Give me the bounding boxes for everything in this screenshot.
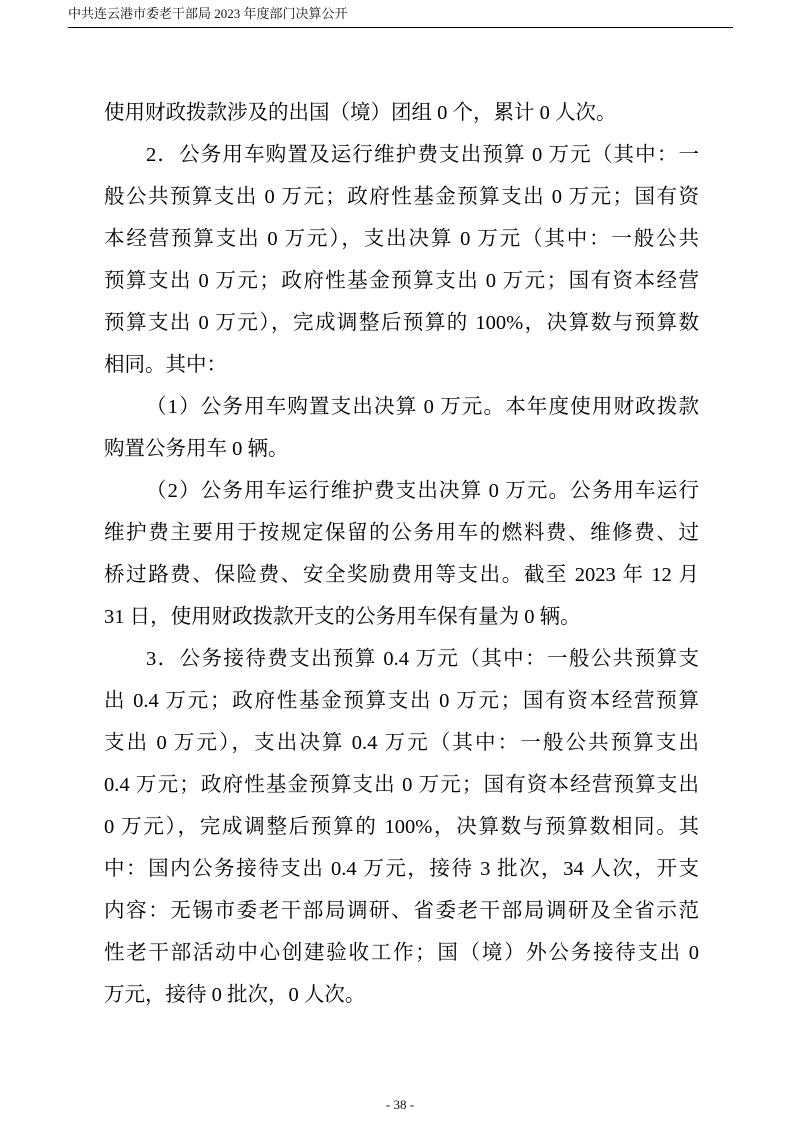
body-paragraph — [104, 638, 699, 1016]
body-line: 0 万元），完成调整后预算的 100%，决算数与预算数相同。其 — [104, 816, 699, 838]
body-line: 支出 0 万元），支出决算 0.4 万元（其中：一般公共预算支出 — [104, 732, 699, 754]
body-line: （2）公务用车运行维护费支出决算 0 万元。公务用车运行 — [146, 480, 699, 502]
body-line: 性老干部活动中心创建验收工作；国（境）外公务接待支出 0 — [104, 942, 699, 964]
body-line: 内容：无锡市委老干部局调研、省委老干部局调研及全省示范 — [104, 900, 699, 922]
body-line: 使用财政拨款涉及的出国（境）团组 0 个，累计 0 人次。 — [104, 102, 617, 124]
body-line: 中：国内公务接待支出 0.4 万元，接待 3 批次，34 人次，开支 — [104, 858, 699, 880]
body-line: （1）公务用车购置支出决算 0 万元。本年度使用财政拨款 — [146, 396, 699, 418]
body-paragraph — [104, 386, 699, 470]
page-number: - 38 - — [385, 1097, 415, 1112]
body-paragraph — [104, 92, 699, 134]
document-body — [104, 92, 699, 1016]
body-line: 相同。其中： — [104, 354, 227, 376]
body-line: 0.4 万元；政府性基金预算支出 0 万元；国有资本经营预算支出 — [104, 774, 699, 796]
body-line: 3．公务接待费支出预算 0.4 万元（其中：一般公共预算支 — [146, 648, 699, 670]
body-line: 31 日，使用财政拨款开支的公务用车保有量为 0 辆。 — [104, 606, 581, 628]
body-line: 出 0.4 万元；政府性基金预算支出 0 万元；国有资本经营预算 — [104, 690, 699, 712]
body-line: 本经营预算支出 0 万元），支出决算 0 万元（其中：一般公共 — [104, 228, 699, 250]
body-paragraph — [104, 470, 699, 638]
body-line: 维护费主要用于按规定保留的公务用车的燃料费、维修费、过 — [104, 522, 699, 544]
body-line: 2．公务用车购置及运行维护费支出预算 0 万元（其中：一 — [146, 144, 699, 166]
body-line: 万元，接待 0 批次，0 人次。 — [104, 984, 366, 1006]
body-line: 般公共预算支出 0 万元；政府性基金预算支出 0 万元；国有资 — [104, 186, 699, 208]
body-line: 购置公务用车 0 辆。 — [104, 438, 289, 460]
header-rule — [68, 27, 733, 28]
running-header-title: 中共连云港市委老干部局 2023 年度部门决算公开 — [68, 6, 348, 21]
body-line: 预算支出 0 万元），完成调整后预算的 100%，决算数与预算数 — [104, 312, 699, 334]
body-line: 桥过路费、保险费、安全奖励费用等支出。截至 2023 年 12 月 — [104, 564, 699, 586]
body-line: 预算支出 0 万元；政府性基金预算支出 0 万元；国有资本经营 — [104, 270, 699, 292]
body-paragraph — [104, 134, 699, 386]
